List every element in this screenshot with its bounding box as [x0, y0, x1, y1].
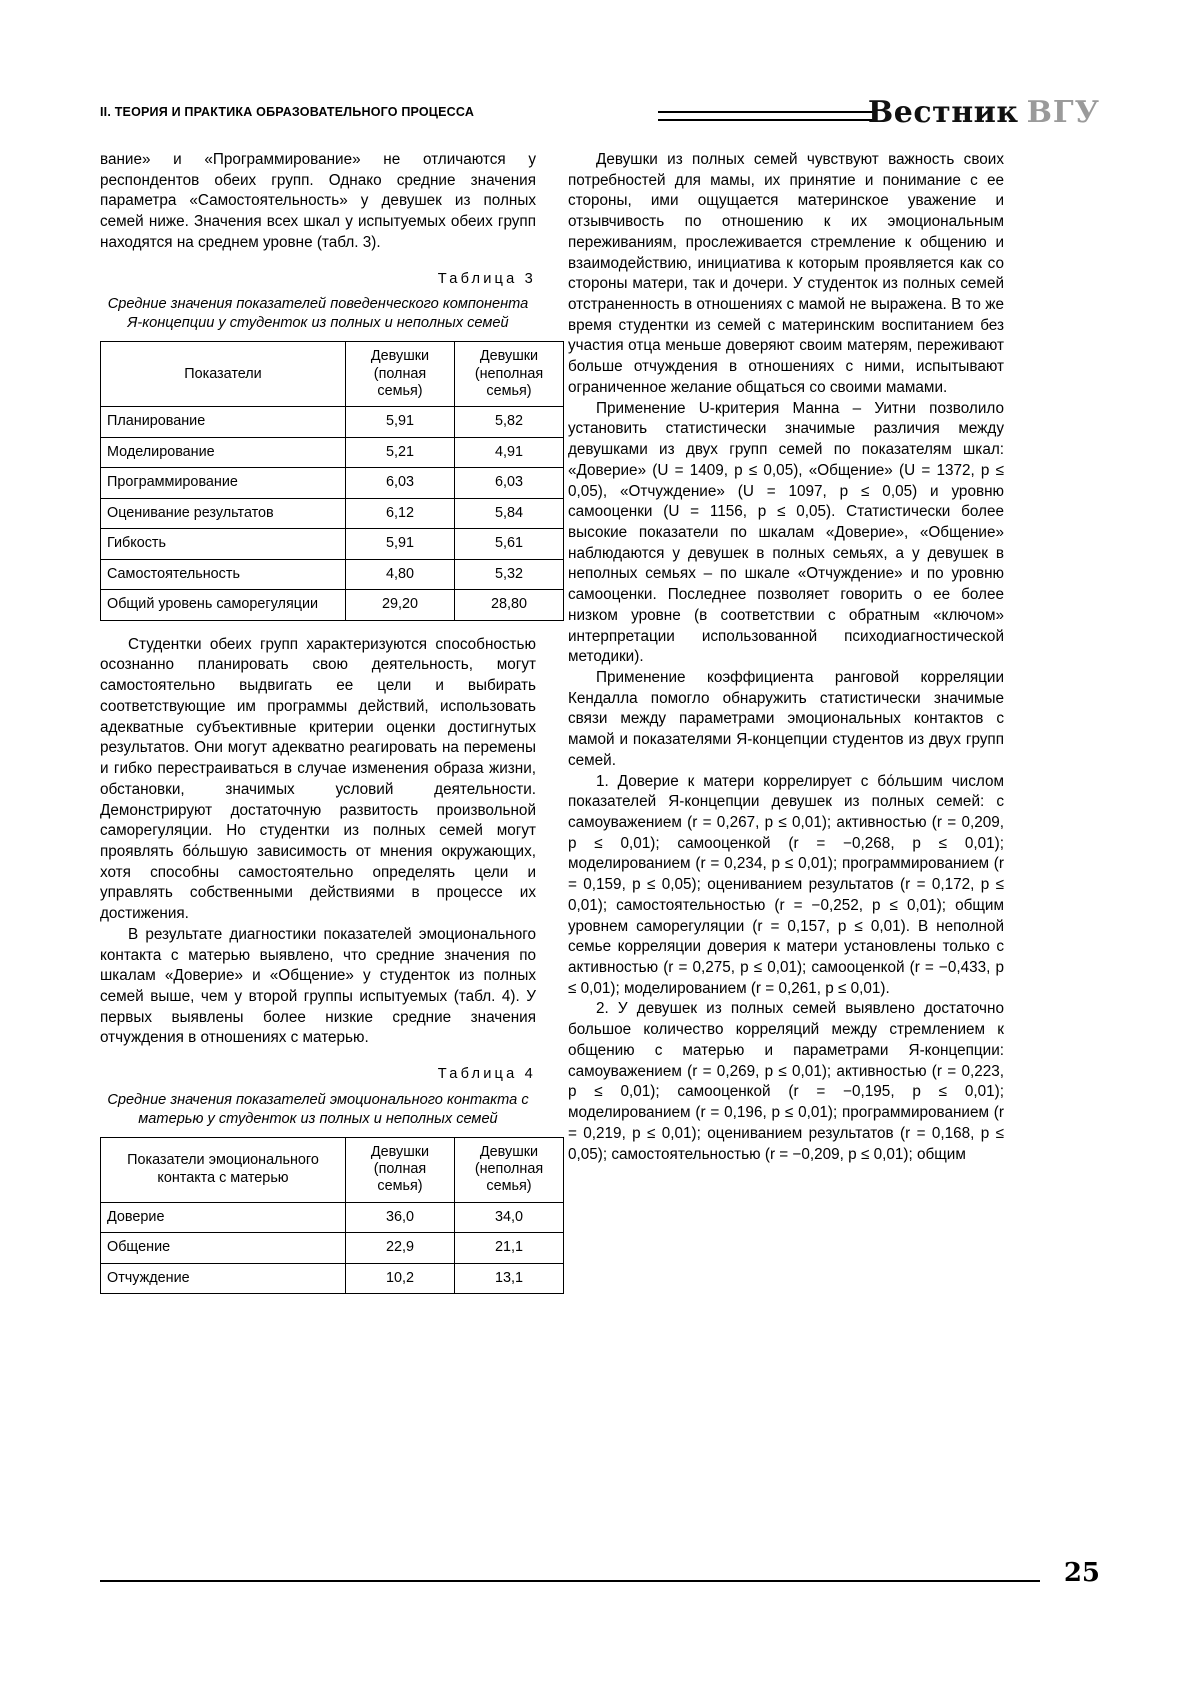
paragraph-left-1: вание» и «Программирование» не отличаются у респондентов обеих групп. Однако средние значения параметра «Самостоятельность» у девушек из полных семей ниже. Значения всех шкал у испытуемых обеих групп находятся на среднем уровне (табл. 3). — [100, 151, 536, 251]
table4-cell-2-1: 10,2 — [346, 1263, 455, 1294]
header-divider-rule — [658, 111, 876, 121]
table-row — [101, 468, 564, 499]
table3-cell-0-1: 5,91 — [346, 407, 455, 438]
table4-header-1: Девушки (полная семья) — [346, 1137, 455, 1202]
table3-body — [101, 407, 564, 621]
left-column — [100, 150, 544, 1294]
table3-cell-1-0: Моделирование — [101, 437, 346, 468]
table-header-row — [101, 1137, 564, 1202]
paragraph-left-3: В результате диагностики показателей эмоционального контакта с матерью выявлено, что средние значения по шкалам «Доверие» и «Общение» у студенток из полных семей выше, чем у второй группы испытуемых (табл. 4). У первых выявлены более низкие средние значения отчуждения в отношениях с матерью. — [100, 925, 536, 1047]
table-row — [101, 407, 564, 438]
table3-head — [101, 342, 564, 407]
table3-cell-6-2: 28,80 — [455, 590, 564, 621]
table4-body — [101, 1202, 564, 1294]
table-row — [101, 559, 564, 590]
table4-cell-0-2: 34,0 — [455, 1202, 564, 1233]
footer-divider-rule — [100, 1580, 1040, 1582]
paragraph-right-3: Применение коэффициента ранговой корреляции Кендалла помогло обнаружить статистически значимые связи между параметрами эмоциональных контактов с мамой и показателями Я-концепции студентов из двух групп семей. — [568, 668, 1004, 769]
table3-header-2: Девушки (неполная семья) — [455, 342, 564, 407]
spacer — [100, 621, 536, 635]
table4-cell-1-1: 22,9 — [346, 1233, 455, 1264]
table3-cell-0-2: 5,82 — [455, 407, 564, 438]
table-header-row — [101, 342, 564, 407]
table4-cell-1-2: 21,1 — [455, 1233, 564, 1264]
table4-number: Таблица 4 — [437, 1066, 536, 1083]
table4-cell-2-0: Отчуждение — [101, 1263, 346, 1294]
table4-cell-2-2: 13,1 — [455, 1263, 564, 1294]
table3-cell-0-0: Планирование — [101, 407, 346, 438]
table3-cell-5-2: 5,32 — [455, 559, 564, 590]
table3-title: Средние значения показателей поведенческого компонента Я-концепции у студенток из полных и неполных семей — [107, 296, 529, 332]
table4-cell-1-0: Общение — [101, 1233, 346, 1264]
table3-cell-1-1: 5,21 — [346, 437, 455, 468]
table3-cell-6-0: Общий уровень саморегуляции — [101, 590, 346, 621]
table-3 — [100, 341, 564, 620]
paragraph-right-1: Девушки из полных семей чувствуют важность своих потребностей для мамы, их принятие и понимание с ее стороны, ими ощущается материнское уважение и отзывчивость по отношению к их эмоциональным переживаниям, прослеживается стремление к общению и взаимодействию, инициатива к которым проявляется как со стороны матери, так и дочери. У студенток из полных семей отстраненность в отношениях с мамой не выражена. В то же время студентки из семей с материнским воспитанием без участия отца меньше доверяют своим матерям, переживают больше отчуждения в отношениях с ними, испытывают ограниченное желание общаться со своими мамами. — [568, 151, 1004, 396]
table3-cell-3-1: 6,12 — [346, 498, 455, 529]
table3-cell-2-1: 6,03 — [346, 468, 455, 499]
page-header — [100, 95, 1100, 135]
journal-masthead — [868, 95, 1100, 130]
paragraph-right-4: 1. Доверие к матери коррелирует с бо́льшим числом показателей Я-концепции девушек из полных семей: с самоуважением (r = 0,267, p ≤ 0,01); активностью (r = 0,209, p ≤ 0,01); самооценкой (r = −0,268, p ≤ 0,01); моделированием (r = 0,234, p ≤ 0,01); программированием (r = 0,159, p ≤ 0,05); оцениванием результатов (r = 0,172, p ≤ 0,01); самостоятельностью (r = −0,252, p ≤ 0,01); общим уровнем саморегуляции (r = 0,157, p ≤ 0,01). В неполной семье корреляции доверия к матери установлены только с активностью (r = 0,275, p ≤ 0,01); самооценкой (r = −0,433, p ≤ 0,01); моделированием (r = 0,261, p ≤ 0,01). — [568, 772, 1004, 997]
table3-header-1: Девушки (полная семья) — [346, 342, 455, 407]
table-row — [101, 1233, 564, 1264]
paragraph-right-5: 2. У девушек из полных семей выявлено достаточно большое количество корреляций между стремлением к общению с матерью и параметрами Я-концепции: самоуважением (r = 0,269, p ≤ 0,01); активностью (r = 0,223, p ≤ 0,01); самооценкой (r = −0,195, p ≤ 0,01); моделированием (r = 0,196, p ≤ 0,01); программированием (r = 0,219, p ≤ 0,01); оцениванием результатов (r = 0,168, p ≤ 0,05); самостоятельностью (r = −0,209, p ≤ 0,01); общим — [568, 1000, 1004, 1163]
table-row — [101, 498, 564, 529]
table4-header-0: Показатели эмоционального контакта с матерью — [101, 1137, 346, 1202]
page-number: 25 — [1063, 1558, 1100, 1588]
table-row — [101, 529, 564, 560]
table4-cell-0-0: Доверие — [101, 1202, 346, 1233]
section-title: II. ТЕОРИЯ И ПРАКТИКА ОБРАЗОВАТЕЛЬНОГО ПРОЦЕССА — [100, 105, 475, 119]
table4-cell-0-1: 36,0 — [346, 1202, 455, 1233]
table-row — [101, 1263, 564, 1294]
table3-cell-6-1: 29,20 — [346, 590, 455, 621]
table3-header-0: Показатели — [101, 342, 346, 407]
table3-cell-3-2: 5,84 — [455, 498, 564, 529]
table-row — [101, 590, 564, 621]
table3-cell-5-1: 4,80 — [346, 559, 455, 590]
journal-name: Вестник — [867, 95, 1019, 130]
table-row — [101, 1202, 564, 1233]
table3-number: Таблица 3 — [437, 270, 536, 287]
table-row — [101, 437, 564, 468]
table3-cell-1-2: 4,91 — [455, 437, 564, 468]
table4-title: Средние значения показателей эмоционального контакта с матерью у студенток из полных и неполных семей — [107, 1091, 529, 1127]
table3-cell-4-0: Гибкость — [101, 529, 346, 560]
table3-cell-4-2: 5,61 — [455, 529, 564, 560]
table3-cell-4-1: 5,91 — [346, 529, 455, 560]
table3-cell-5-0: Самостоятельность — [101, 559, 346, 590]
table3-cell-2-2: 6,03 — [455, 468, 564, 499]
table4-head — [101, 1137, 564, 1202]
right-column — [568, 150, 1004, 1165]
table3-cell-2-0: Программирование — [101, 468, 346, 499]
paragraph-left-2: Студентки обеих групп характеризуются способностью осознанно планировать свою деятельность, могут самостоятельно выдвигать ее цели и выбирать соответствующие им программы действий, использовать адекватные субъективные критерии оценки достигнутых результатов. Они могут адекватно реагировать на перемены и гибко перестраиваться в случае изменения образа жизни, обстановки, значимых условий деятельности. Демонстрируют достаточную развитость произвольной саморегуляции. Но студентки из полных семей могут проявлять бо́льшую зависимость от мнения окружающих, хотя способны самостоятельно определять цели и управлять собственными действиями в процессе их достижения. — [100, 635, 536, 923]
table3-cell-3-0: Оценивание результатов — [101, 498, 346, 529]
table-4 — [100, 1137, 564, 1294]
table4-header-2: Девушки (неполная семья) — [455, 1137, 564, 1202]
paragraph-right-2: Применение U-критерия Манна – Уитни позволило установить статистически значимые различия между девушками из двух групп семей по показателям шкал: «Доверие» (U = 1409, p ≤ 0,05), «Общение» (U = 1372, p ≤ 0,05), «Отчуждение» (U = 1097, p ≤ 0,05) и уровню самооценки (U = 1156, p ≤ 0,05). Статистически более высокие показатели по шкалам «Доверие», «Общение» наблюдаются у девушек в полных семьях, а у девушек в неполных семьях – по шкале «Отчуждение» и по уровню самооценки. Последнее позволяет говорить о ее более низком уровне (в соответствии с обратным «ключом» интерпретации использованной психодиагностической методики). — [568, 399, 1004, 666]
journal-abbreviation: ВГУ — [1026, 95, 1100, 130]
